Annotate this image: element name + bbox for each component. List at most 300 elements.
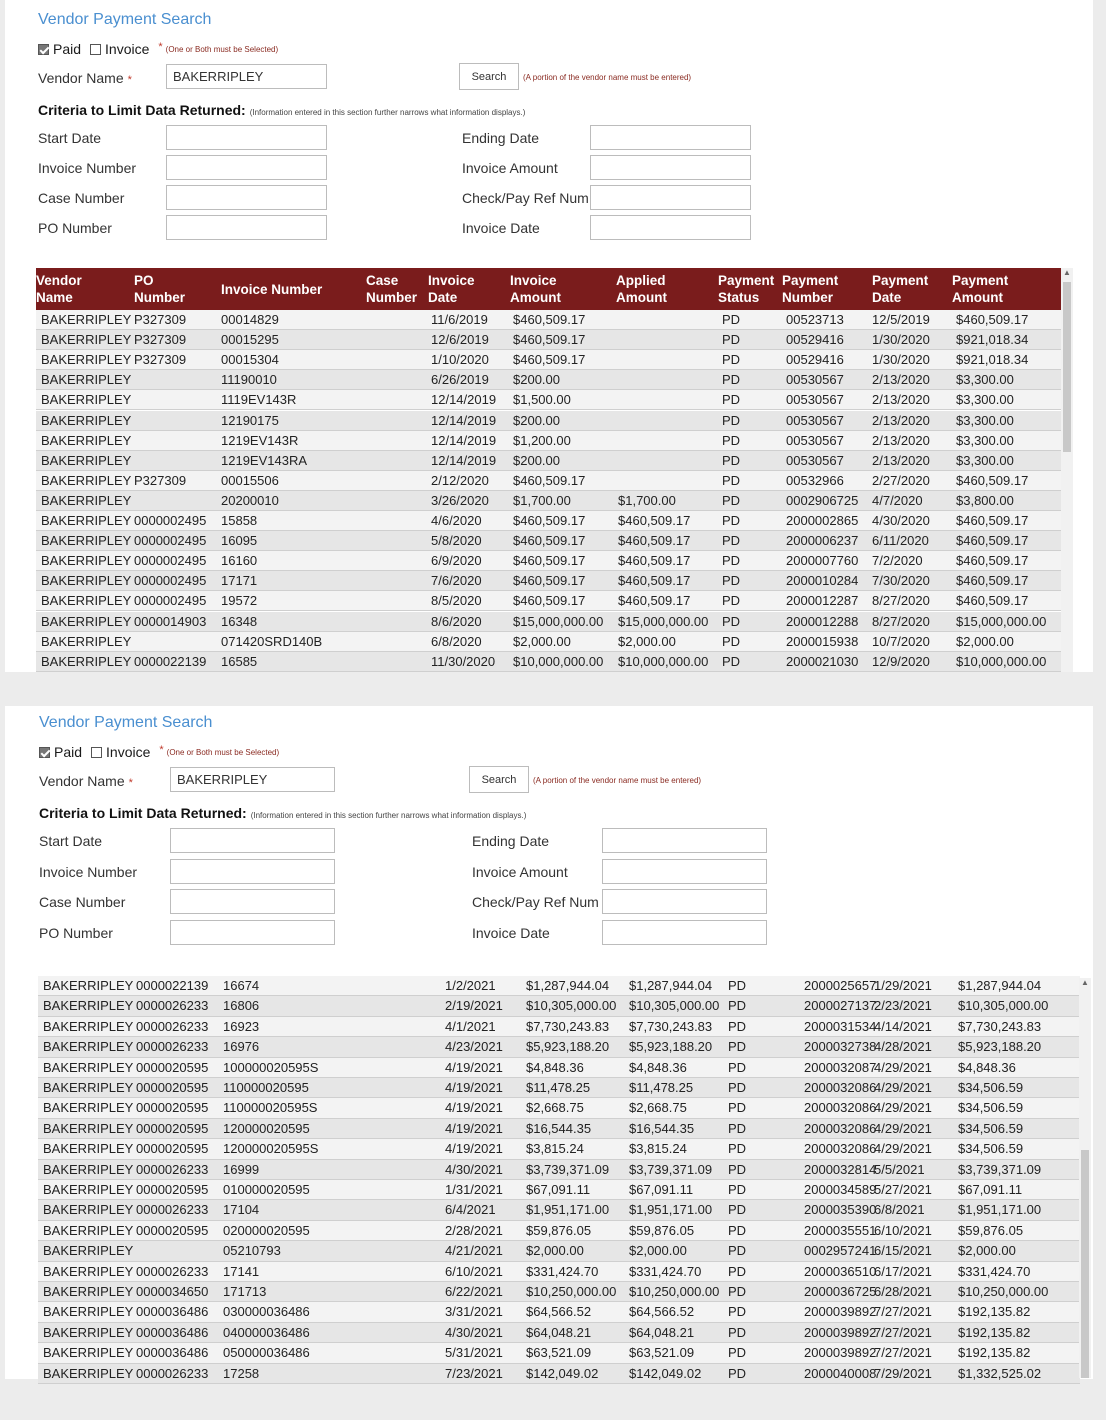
table-cell: 1219EV143R (221, 432, 299, 448)
table-cell: 6/8/2020 (431, 633, 482, 649)
table-cell: 0000034650 (136, 1284, 209, 1299)
table-cell: BAKERRIPLEY (43, 1100, 134, 1116)
table-cell: 00532966 (786, 472, 844, 488)
table-row[interactable] (38, 996, 1080, 1016)
column-header[interactable] (36, 272, 82, 306)
table-cell: BAKERRIPLEY (41, 332, 132, 348)
table-cell: 2/12/2020 (431, 472, 489, 488)
table-cell: $460,509.17 (956, 533, 1029, 549)
table-cell: 16160 (221, 553, 258, 569)
table-cell: BAKERRIPLEY (43, 1161, 134, 1177)
column-header-line: Amount (510, 290, 561, 305)
table-cell: 1119EV143R (221, 392, 297, 408)
table-cell: 16348 (221, 613, 258, 629)
table-cell: 2000032086 (804, 1120, 877, 1136)
table-cell: 00529416 (786, 332, 844, 348)
table-row[interactable] (36, 571, 1063, 591)
table-cell: 2000032087 (804, 1059, 877, 1075)
table-cell: 16999 (223, 1161, 260, 1177)
criteria-field-input[interactable] (590, 125, 751, 150)
criteria-field-label: Ending Date (462, 130, 540, 146)
search-button[interactable]: Search (469, 766, 529, 793)
table-cell: PD (722, 352, 741, 368)
table-cell: $67,091.11 (629, 1182, 694, 1197)
table-row[interactable] (38, 1343, 1080, 1363)
table-cell: 0000026233 (136, 1365, 209, 1381)
table-cell: 5/31/2021 (445, 1345, 503, 1361)
criteria-field-input[interactable] (602, 859, 767, 884)
table-cell: $192,135.82 (958, 1345, 1031, 1361)
table-cell: 2000034589 (804, 1182, 877, 1197)
table-row[interactable] (36, 612, 1063, 632)
table-cell: 120000020595 (223, 1120, 310, 1136)
table-cell: 2000039892 (804, 1304, 877, 1320)
table-cell: 4/29/2021 (874, 1141, 932, 1157)
table-cell: PD (728, 1182, 747, 1197)
table-cell: 8/5/2020 (431, 593, 482, 609)
table-cell: 6/22/2021 (445, 1284, 503, 1299)
table-row[interactable] (38, 1037, 1080, 1057)
table-cell: 15858 (221, 513, 258, 528)
criteria-field-input[interactable] (590, 155, 751, 180)
table-cell: 6/26/2019 (431, 372, 489, 388)
column-header-line: Date (428, 290, 458, 305)
search-type-options (38, 41, 278, 57)
table-cell: $460,509.17 (513, 553, 586, 569)
table-cell: 16095 (221, 533, 258, 549)
table-cell: 6/8/2021 (874, 1202, 925, 1218)
vendor-name-input[interactable]: BAKERRIPLEY (170, 767, 335, 792)
criteria-field-label: PO Number (39, 924, 113, 941)
paid-checkbox[interactable] (38, 44, 49, 55)
table-cell: 6/28/2021 (874, 1284, 932, 1299)
table-cell: $460,509.17 (513, 513, 586, 528)
criteria-note: (Information entered in this section further narrows what information displays.) (249, 108, 526, 117)
table-cell: 6/11/2020 (872, 533, 929, 549)
table-row[interactable] (36, 591, 1063, 611)
table-cell: PD (728, 1161, 747, 1177)
invoice-checkbox[interactable] (91, 747, 102, 758)
column-header[interactable] (510, 272, 561, 306)
criteria-title-text: Criteria to Limit Data Returned: (39, 805, 247, 821)
scrollbar-thumb[interactable] (1081, 1150, 1089, 1378)
table-cell: 6/4/2021 (445, 1202, 496, 1218)
table-row[interactable] (36, 551, 1063, 571)
table-cell: 120000020595S (223, 1141, 319, 1157)
table-cell: $10,305,000.00 (958, 998, 1049, 1014)
table-cell: 0000022139 (134, 653, 207, 669)
table-row[interactable] (36, 451, 1063, 471)
table-cell: $460,509.17 (618, 553, 691, 569)
table-cell: 5/5/2021 (874, 1161, 925, 1177)
table-cell: 4/21/2021 (445, 1243, 503, 1259)
table-cell: $34,506.59 (958, 1141, 1024, 1157)
table-cell: 6/17/2021 (874, 1263, 932, 1279)
table-cell: BAKERRIPLEY (41, 472, 132, 488)
column-header-line: Vendor (36, 273, 82, 288)
table-cell: $64,048.21 (526, 1324, 592, 1340)
table-row[interactable] (38, 1302, 1080, 1322)
table-row[interactable] (36, 652, 1063, 672)
table-cell: $1,332,525.02 (958, 1365, 1042, 1381)
table-cell: 2000036510 (804, 1263, 877, 1279)
table-cell: 2000010284 (786, 573, 859, 589)
criteria-field-label: Invoice Amount (462, 160, 558, 176)
table-cell: 17258 (223, 1365, 260, 1381)
table-row[interactable] (36, 632, 1063, 652)
table-cell: BAKERRIPLEY (41, 432, 132, 448)
criteria-field-label: Invoice Date (462, 220, 540, 236)
table-row[interactable] (36, 310, 1063, 330)
table-row[interactable] (36, 491, 1063, 511)
table-cell: 4/30/2021 (445, 1324, 503, 1340)
table-cell: $3,300.00 (956, 372, 1014, 388)
table-cell: $3,300.00 (956, 452, 1014, 468)
table-cell: $11,478.25 (526, 1080, 591, 1095)
table-row[interactable] (36, 431, 1063, 451)
table-cell: $59,876.05 (629, 1222, 695, 1238)
table-cell: $59,876.05 (958, 1222, 1024, 1238)
criteria-field-input[interactable] (170, 828, 335, 853)
column-header-line: Number (782, 290, 834, 305)
table-row[interactable] (38, 1098, 1080, 1118)
criteria-field-input[interactable] (166, 185, 327, 210)
table-cell: 05210793 (223, 1243, 281, 1259)
table-cell: P327309 (134, 472, 187, 488)
table-cell: 0000020595 (136, 1182, 209, 1197)
table-row[interactable] (38, 1262, 1080, 1282)
table-cell: 1/31/2021 (445, 1182, 503, 1197)
column-header[interactable] (221, 281, 322, 298)
table-cell: $2,000.00 (526, 1243, 584, 1259)
table-cell: 2000035390 (804, 1202, 877, 1218)
table-cell: BAKERRIPLEY (41, 533, 132, 549)
table-cell: 7/27/2021 (874, 1304, 932, 1320)
vendor-name-input[interactable]: BAKERRIPLEY (166, 64, 327, 89)
table-row[interactable] (38, 1139, 1080, 1159)
table-cell: $1,287,944.04 (526, 978, 610, 993)
table-cell: 040000036486 (223, 1324, 310, 1340)
table-cell: 110000020595 (223, 1080, 309, 1095)
table-cell: $10,000,000.00 (513, 653, 604, 669)
column-header[interactable] (366, 272, 417, 306)
table-cell: 4/29/2021 (874, 1080, 932, 1095)
table-cell: 0000026233 (136, 1018, 209, 1034)
column-header[interactable] (134, 272, 185, 306)
table-cell: 0000026233 (136, 1202, 209, 1218)
table-cell: $460,509.17 (513, 593, 586, 609)
table-cell: $63,521.09 (629, 1345, 695, 1361)
table-cell: 4/23/2021 (445, 1039, 503, 1055)
criteria-field-label: Check/Pay Ref Num (472, 894, 599, 911)
column-header-line: Payment (718, 273, 775, 288)
table-cell: $460,509.17 (513, 472, 586, 488)
table-cell: 4/19/2021 (445, 1100, 503, 1116)
table-cell: 2000025657 (804, 978, 877, 993)
criteria-field-label: Invoice Date (472, 924, 550, 941)
table-cell: $460,509.17 (956, 513, 1029, 528)
column-header[interactable] (952, 272, 1008, 306)
table-cell: 100000020595S (223, 1059, 319, 1075)
table-cell: 2000012288 (786, 613, 859, 629)
table-cell: 0000014903 (134, 613, 207, 629)
table-cell: 0000036486 (136, 1345, 209, 1361)
table-cell: $460,509.17 (513, 352, 586, 368)
table-cell: 020000020595 (223, 1222, 310, 1238)
table-cell: 0000022139 (136, 978, 209, 993)
column-header-line: Amount (952, 290, 1003, 305)
table-row[interactable] (38, 1221, 1080, 1241)
table-row[interactable] (38, 1180, 1080, 1200)
table-cell: 19572 (221, 593, 258, 609)
table-cell: $64,048.21 (629, 1324, 695, 1340)
table-row[interactable] (38, 976, 1080, 996)
table-cell: 2000032814 (804, 1161, 877, 1177)
table-cell: 12/14/2019 (431, 392, 497, 408)
criteria-field-input[interactable] (590, 185, 751, 210)
table-cell: BAKERRIPLEY (41, 372, 132, 388)
table-cell: BAKERRIPLEY (43, 1243, 134, 1259)
table-cell: 17171 (221, 573, 258, 589)
table-cell: 11190010 (221, 372, 277, 388)
invoice-checkbox[interactable] (90, 44, 101, 55)
table-cell: 00530567 (786, 372, 844, 388)
table-cell: PD (728, 998, 747, 1014)
table-cell: $460,509.17 (618, 513, 691, 528)
table-row[interactable] (38, 1364, 1080, 1384)
scroll-up-arrow-icon[interactable]: ▲ (1081, 978, 1089, 987)
table-cell: PD (722, 412, 741, 428)
column-header-line: Invoice (510, 273, 557, 288)
table-cell: PD (722, 472, 741, 488)
table-cell: $1,700.00 (513, 492, 571, 508)
table-cell: $63,521.09 (526, 1345, 592, 1361)
table-row[interactable] (36, 330, 1063, 350)
table-cell: 6/10/2021 (445, 1263, 503, 1279)
table-row[interactable] (38, 1058, 1080, 1078)
table-row[interactable] (38, 1323, 1080, 1343)
table-cell: $921,018.34 (956, 332, 1029, 348)
table-cell: PD (722, 513, 741, 528)
column-header[interactable] (616, 272, 667, 306)
paid-label: Paid (54, 744, 83, 760)
column-header[interactable] (718, 272, 774, 306)
table-cell: 2000007760 (786, 553, 859, 569)
table-cell: 2000039892 (804, 1345, 877, 1361)
scroll-up-arrow-icon[interactable]: ▲ (1063, 268, 1071, 277)
criteria-field-input[interactable] (166, 215, 327, 240)
table-cell: PD (728, 1324, 747, 1340)
criteria-field-input[interactable] (170, 920, 335, 945)
table-cell: PD (728, 978, 747, 993)
table-cell: PD (722, 553, 741, 569)
table-cell: $1,951,171.00 (958, 1202, 1042, 1218)
table-cell: PD (728, 1059, 747, 1075)
table-row[interactable] (38, 1241, 1080, 1261)
table-cell: $460,509.17 (513, 332, 586, 348)
table-cell: PD (722, 452, 741, 468)
table-row[interactable] (36, 511, 1063, 531)
select-hint: (One or Both must be Selected) (166, 747, 280, 757)
table-cell: 1/10/2020 (431, 352, 489, 368)
table-cell: $2,668.75 (526, 1100, 584, 1116)
column-header-line: Payment (952, 273, 1009, 288)
table-cell: 0000020595 (136, 1141, 209, 1157)
table-cell: 0002957241 (804, 1243, 877, 1259)
table-cell: 12/9/2020 (872, 653, 930, 669)
table-cell: BAKERRIPLEY (41, 573, 132, 589)
table-cell: BAKERRIPLEY (43, 1304, 134, 1320)
table-cell: BAKERRIPLEY (41, 352, 132, 368)
required-asterisk: * (127, 74, 132, 86)
table-row[interactable] (36, 370, 1063, 390)
table-cell: $11,478.25 (629, 1080, 694, 1095)
criteria-field-input[interactable] (170, 859, 335, 884)
table-cell: $460,509.17 (618, 573, 691, 589)
table-cell: PD (728, 1304, 747, 1320)
table-cell: 1219EV143RA (221, 452, 308, 468)
search-hint: (A portion of the vendor name must be entered) (533, 776, 702, 785)
table-cell: $4,848.36 (629, 1059, 687, 1075)
table-row[interactable] (38, 1078, 1080, 1098)
column-header-line: Invoice Number (221, 282, 323, 297)
vendor-name-label-text: Vendor Name (38, 70, 124, 86)
table-cell: 4/28/2021 (874, 1039, 932, 1055)
table-row[interactable] (36, 471, 1063, 491)
table-cell: 0002906725 (786, 492, 859, 508)
table-cell: 0000026233 (136, 1161, 209, 1177)
table-cell: PD (722, 573, 741, 589)
table-row[interactable] (38, 1160, 1080, 1180)
table-cell: $1,951,171.00 (526, 1202, 610, 1218)
table-cell: 071420SRD140B (221, 633, 323, 649)
criteria-field-input[interactable] (590, 215, 751, 240)
table-cell: $331,424.70 (958, 1263, 1031, 1279)
table-cell: $67,091.11 (958, 1182, 1023, 1197)
table-cell: $460,509.17 (513, 312, 586, 327)
table-cell: 050000036486 (223, 1345, 310, 1361)
table-cell: $460,509.17 (513, 573, 586, 589)
criteria-field-input[interactable] (602, 889, 767, 914)
paid-checkbox[interactable] (39, 747, 50, 758)
table-cell: 2000039892 (804, 1324, 877, 1340)
table-cell: $10,250,000.00 (629, 1284, 720, 1299)
table-cell: PD (722, 653, 741, 669)
scrollbar-thumb[interactable] (1063, 282, 1071, 452)
table-scrollbar[interactable] (1079, 978, 1091, 1378)
table-cell: $142,049.02 (629, 1365, 702, 1381)
table-cell: P327309 (134, 332, 187, 348)
table-cell: BAKERRIPLEY (41, 452, 132, 468)
table-cell: PD (728, 1365, 747, 1381)
table-cell: $10,000,000.00 (956, 653, 1047, 669)
table-cell: 2/23/2021 (874, 998, 932, 1014)
table-cell: 2000032738 (804, 1039, 877, 1055)
table-cell: $34,506.59 (958, 1080, 1024, 1095)
table-cell: BAKERRIPLEY (41, 492, 132, 508)
table-cell: $3,739,371.09 (958, 1161, 1042, 1177)
table-cell: 4/14/2021 (874, 1018, 932, 1034)
table-row[interactable] (36, 350, 1063, 370)
table-cell: 12190175 (221, 412, 279, 428)
table-cell: $1,287,944.04 (958, 978, 1042, 993)
table-cell: 0000002495 (134, 593, 207, 609)
table-cell: 8/6/2020 (431, 613, 482, 629)
table-cell: 0000002495 (134, 573, 207, 589)
table-row[interactable] (36, 531, 1063, 551)
table-cell: 4/7/2020 (872, 492, 923, 508)
column-header-line: Status (718, 290, 760, 305)
table-cell: 4/19/2021 (445, 1141, 503, 1157)
table-cell: PD (728, 1202, 747, 1218)
table-cell: 11/6/2019 (431, 312, 488, 327)
table-cell: 6/10/2021 (874, 1222, 932, 1238)
column-header-line: Applied (616, 273, 666, 288)
column-header[interactable] (428, 272, 475, 306)
table-cell: $460,509.17 (956, 593, 1029, 609)
table-cell: $1,287,944.04 (629, 978, 713, 993)
table-scrollbar[interactable] (1061, 268, 1073, 672)
table-cell: 4/29/2021 (874, 1120, 932, 1136)
table-cell: $200.00 (513, 452, 560, 468)
table-cell: 171713 (223, 1284, 267, 1299)
column-header[interactable] (782, 272, 838, 306)
search-button[interactable]: Search (459, 63, 519, 90)
table-cell: BAKERRIPLEY (43, 1263, 134, 1279)
table-cell: $460,509.17 (513, 533, 586, 549)
table-cell: 00530567 (786, 452, 844, 468)
column-header-line: Invoice (428, 273, 475, 288)
table-cell: 2000012287 (786, 593, 859, 609)
table-cell: $2,000.00 (513, 633, 571, 649)
table-row[interactable] (36, 411, 1063, 431)
criteria-field-input[interactable] (166, 155, 327, 180)
table-cell: $5,923,188.20 (629, 1039, 713, 1055)
table-row[interactable] (38, 1119, 1080, 1139)
table-cell: $3,739,371.09 (526, 1161, 610, 1177)
table-cell: 0000036486 (136, 1324, 209, 1340)
table-cell: 7/29/2021 (874, 1365, 932, 1381)
vendor-name-label (38, 70, 132, 86)
table-cell: $3,300.00 (956, 392, 1014, 408)
criteria-field-input[interactable] (166, 125, 327, 150)
table-row[interactable] (36, 390, 1063, 410)
table-cell: BAKERRIPLEY (43, 1202, 134, 1218)
table-cell: BAKERRIPLEY (41, 392, 132, 408)
table-cell: PD (728, 1141, 747, 1157)
criteria-field-input[interactable] (602, 828, 767, 853)
table-cell: $3,800.00 (956, 492, 1014, 508)
criteria-field-input[interactable] (602, 920, 767, 945)
table-row[interactable] (38, 1282, 1080, 1302)
table-cell: PD (722, 332, 741, 348)
column-header[interactable] (872, 272, 928, 306)
criteria-field-input[interactable] (170, 889, 335, 914)
table-cell: $2,000.00 (629, 1243, 687, 1259)
table-cell: BAKERRIPLEY (41, 653, 132, 669)
table-row[interactable] (38, 1200, 1080, 1220)
table-cell: 6/15/2021 (874, 1243, 932, 1259)
table-cell: PD (728, 1284, 747, 1299)
table-row[interactable] (38, 1017, 1080, 1037)
table-cell: $192,135.82 (958, 1304, 1031, 1320)
table-cell: $2,000.00 (956, 633, 1014, 649)
table-cell: $3,300.00 (956, 432, 1014, 448)
table-cell: 16806 (223, 998, 260, 1014)
table-cell: $3,739,371.09 (629, 1161, 713, 1177)
table-cell: 2/28/2021 (445, 1222, 503, 1238)
table-cell: 6/9/2020 (431, 553, 482, 569)
